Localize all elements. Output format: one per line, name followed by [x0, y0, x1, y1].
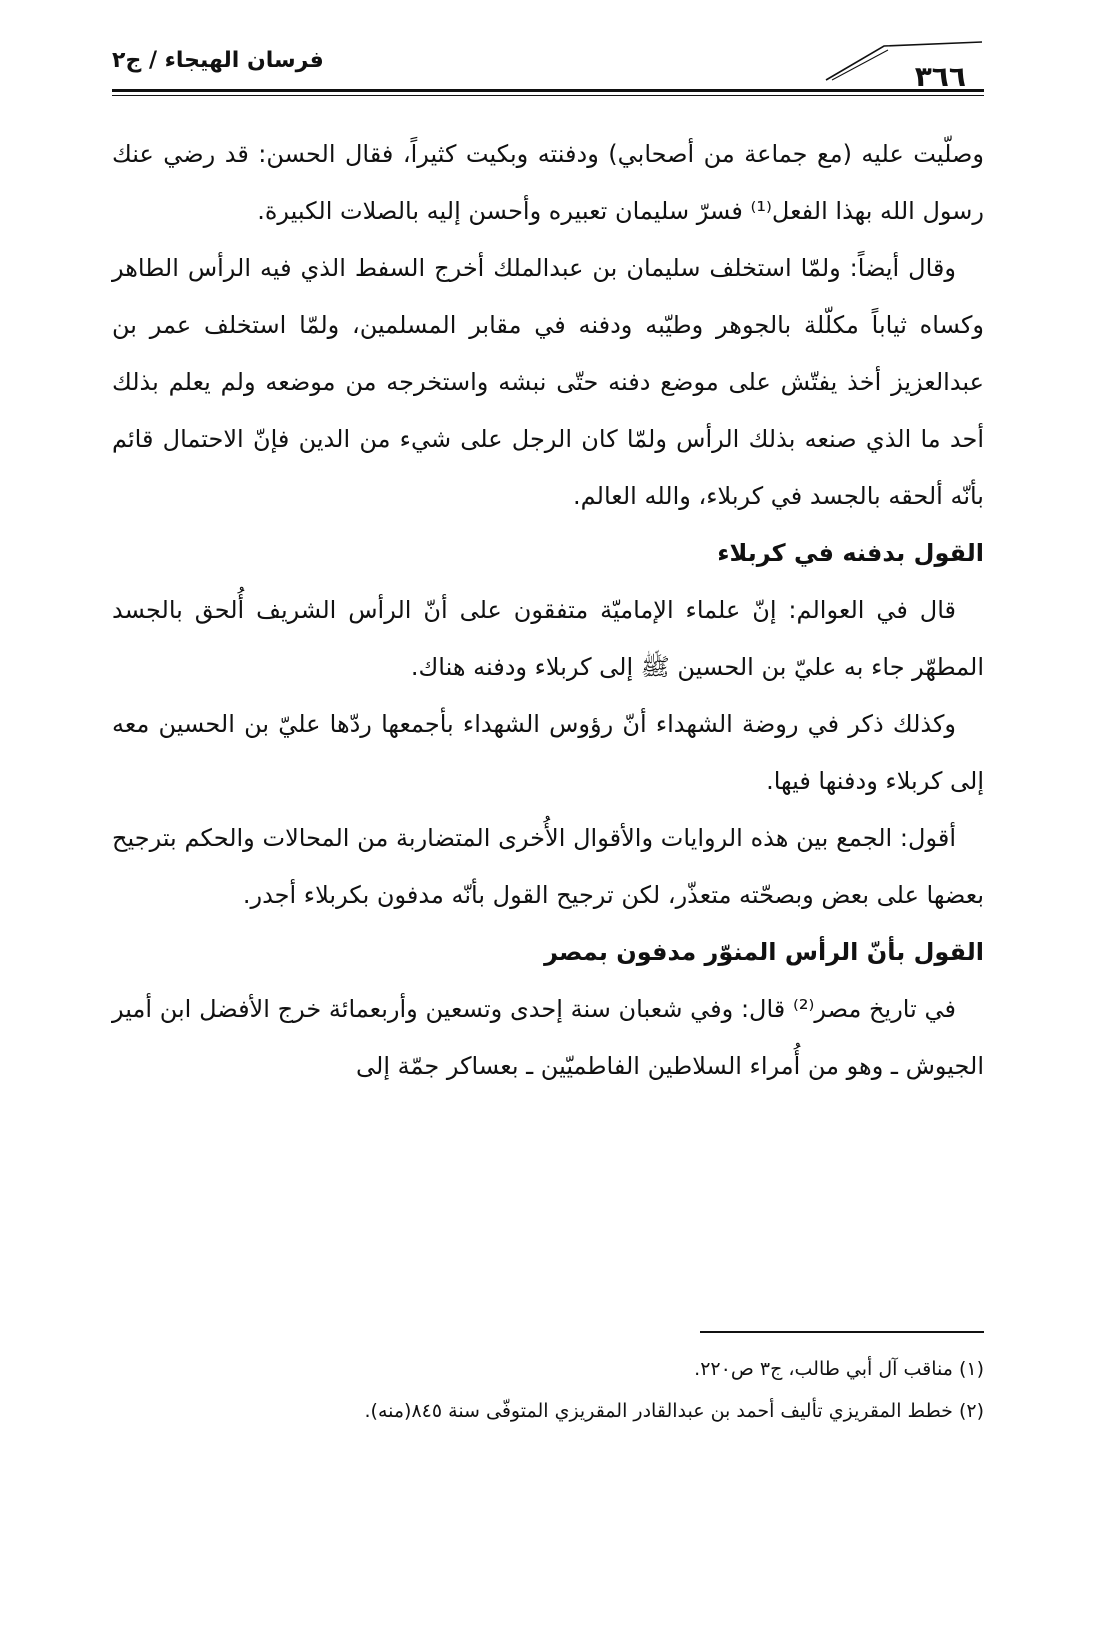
running-header — [112, 40, 984, 100]
section-heading: القول بدفنه في كربلاء — [717, 539, 984, 567]
footnote: (١) مناقب آل أبي طالب، ج٣ ص٢٢٠. — [694, 1358, 984, 1380]
paragraph: قال في العوالم: إنّ علماء الإماميّة متفقون على أنّ الرأس الشريف أُلحق بالجسد المطهّر جاء به عليّ بن الحسين ﷺ إلى كربلاء ودفنه هناك. — [112, 596, 984, 681]
page-number: ٣٦٦ — [914, 60, 966, 93]
footnote: (٢) خطط المقريزي تأليف أحمد بن عبدالقادر المقريزي المتوفّى سنة ٨٤٥(منه). — [364, 1400, 984, 1422]
paragraph: وكذلك ذكر في روضة الشهداء أنّ رؤوس الشهداء بأجمعها ردّها عليّ بن الحسين معه إلى كربلاء ودفنها فيها. — [112, 710, 984, 795]
paragraph: وقال أيضاً: ولمّا استخلف سليمان بن عبدالملك أخرج السفط الذي فيه الرأس الطاهر وكساه ثياباً مكلّلة بالجوهر وطيّبه ودفنه في مقابر المسلمين، ولمّا استخلف عمر بن عبدالعزيز أخذ يفتّش على موضع دفنه حتّى نبشه واستخرجه من موضعه ولم يعلم بذلك أحد ما الذي صنعه بذلك الرأس ولمّا كان الرجل على شيء من الدين فإنّ الاحتمال قائم بأنّه ألحقه بالجسد في كربلاء، والله العالم. — [112, 254, 984, 510]
paragraph: أقول: الجمع بين هذه الروايات والأقوال الأُخرى المتضاربة من المحالات والحكم بترجيح بعضها على بعض وبصحّته متعذّر، لكن ترجيح القول بأنّه مدفون بكربلاء أجدر. — [112, 824, 984, 909]
header-rule-thin — [112, 95, 984, 96]
header-rule — [112, 89, 984, 92]
main-text — [112, 126, 984, 1095]
book-title: فرسان الهيجاء / ج٢ — [112, 48, 324, 73]
paragraph: في تاريخ مصر⁽²⁾ قال: وفي شعبان سنة إحدى وتسعين وأربعمائة خرج الأفضل ابن أمير الجيوش ـ وهو من أُمراء السلاطين الفاطميّين ـ بعساكر جمّة إلى — [112, 995, 984, 1080]
paragraph: وصلّيت عليه (مع جماعة من أصحابي) ودفنته وبكيت كثيراً، فقال الحسن: قد رضي عنك رسول الله بهذا الفعل⁽¹⁾ فسرّ سليمان تعبيره وأحسن إليه بالصلات الكبيرة. — [112, 140, 984, 225]
footnotes — [112, 1348, 984, 1432]
footnote-rule — [700, 1331, 984, 1333]
section-heading: القول بأنّ الرأس المنوّر مدفون بمصر — [544, 938, 984, 966]
